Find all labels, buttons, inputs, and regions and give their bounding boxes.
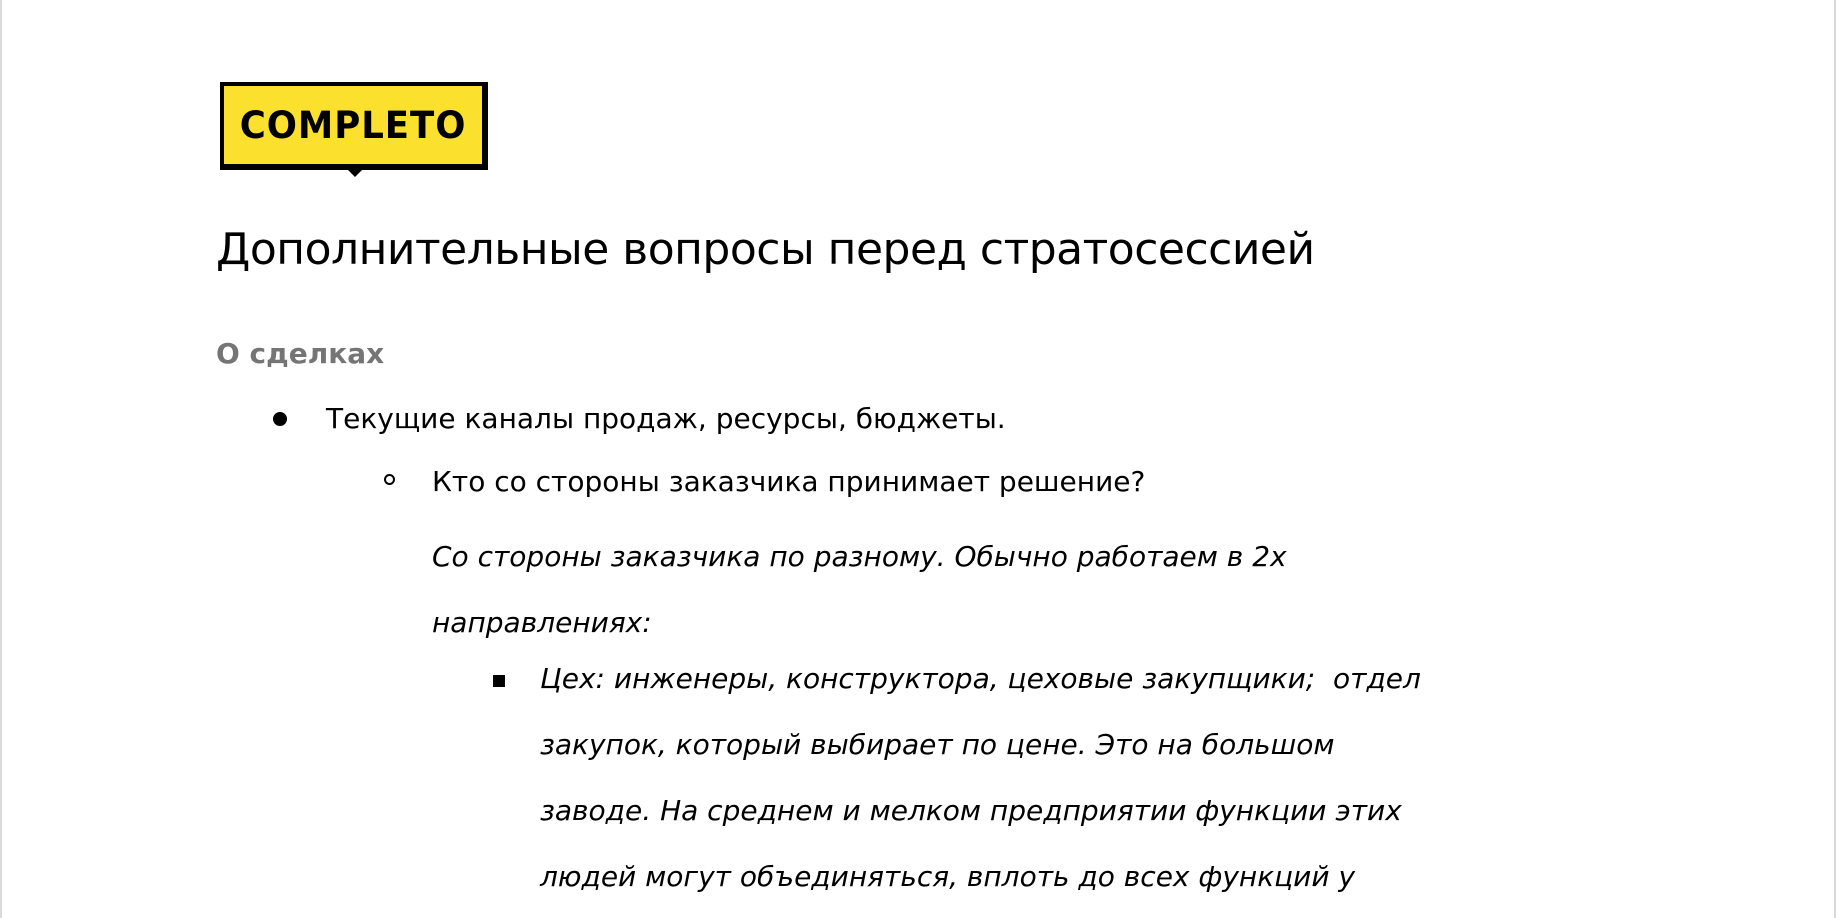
page-edge-left (0, 0, 2, 918)
list-item-line: заводе. На среднем и мелком предприятии функции этих (540, 794, 1402, 827)
list-item-level-1: Текущие каналы продаж, ресурсы, бюджеты. (326, 402, 1006, 435)
filled-circle-bullet-icon (273, 412, 287, 426)
list-item-line: людей могут объединяться, вплоть до всех функций у (540, 860, 1356, 893)
logo-badge (224, 86, 482, 164)
answer-line: направлениях: (432, 606, 652, 639)
hollow-circle-bullet-icon (384, 474, 395, 485)
document-title: Дополнительные вопросы перед стратосессией (216, 224, 1315, 275)
logo-text: COMPLETO (239, 103, 467, 147)
answer-line: Со стороны заказчика по разному. Обычно работаем в 2х (432, 540, 1287, 573)
list-item-level-2: Кто со стороны заказчика принимает решение? (432, 465, 1146, 498)
logo-speech-tail (346, 168, 364, 177)
filled-square-bullet-icon (493, 675, 505, 687)
list-item-line: закупок, который выбирает по цене. Это на большом (540, 728, 1335, 761)
list-item-line: Цех: инженеры, конструктора, цеховые закупщики; отдел (540, 662, 1421, 695)
completo-logo (220, 82, 488, 170)
section-heading: О сделках (216, 337, 385, 370)
answer-paragraph (432, 524, 1492, 656)
list-item-level-3 (540, 646, 1720, 910)
